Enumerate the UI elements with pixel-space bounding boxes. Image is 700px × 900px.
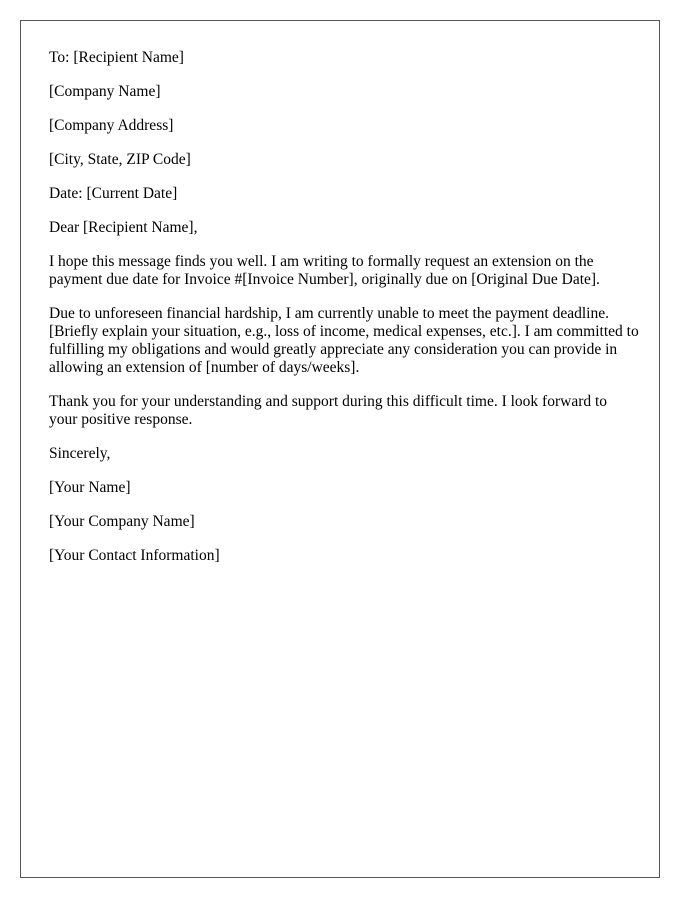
sender-company: [Your Company Name]	[49, 513, 195, 530]
paragraph-intro: I hope this message finds you well. I am writing to formally request an extension on the payment due date for Invoice #[Invoice Number], originally due on [Original Due Date].	[49, 253, 600, 288]
company-address: [Company Address]	[49, 117, 174, 134]
letter-body	[49, 49, 639, 581]
closing: Sincerely,	[49, 445, 111, 462]
salutation: Dear [Recipient Name],	[49, 219, 198, 236]
city-state-zip: [City, State, ZIP Code]	[49, 151, 191, 168]
recipient-line: To: [Recipient Name]	[49, 49, 184, 66]
paragraph-hardship: Due to unforeseen financial hardship, I am currently unable to meet the payment deadline. [Briefly explain your situation, e.g., loss of income, medical expenses, etc.]. I am committed to fulfilling my obligations and would greatly appreciate any consideration you can provide in allowing an extension of [number of days/weeks].	[49, 305, 639, 376]
sender-contact: [Your Contact Information]	[49, 547, 220, 564]
letter-page	[20, 20, 660, 878]
company-name: [Company Name]	[49, 83, 161, 100]
sender-name: [Your Name]	[49, 479, 131, 496]
paragraph-thanks: Thank you for your understanding and support during this difficult time. I look forward to your positive response.	[49, 393, 608, 428]
date-line: Date: [Current Date]	[49, 185, 178, 202]
